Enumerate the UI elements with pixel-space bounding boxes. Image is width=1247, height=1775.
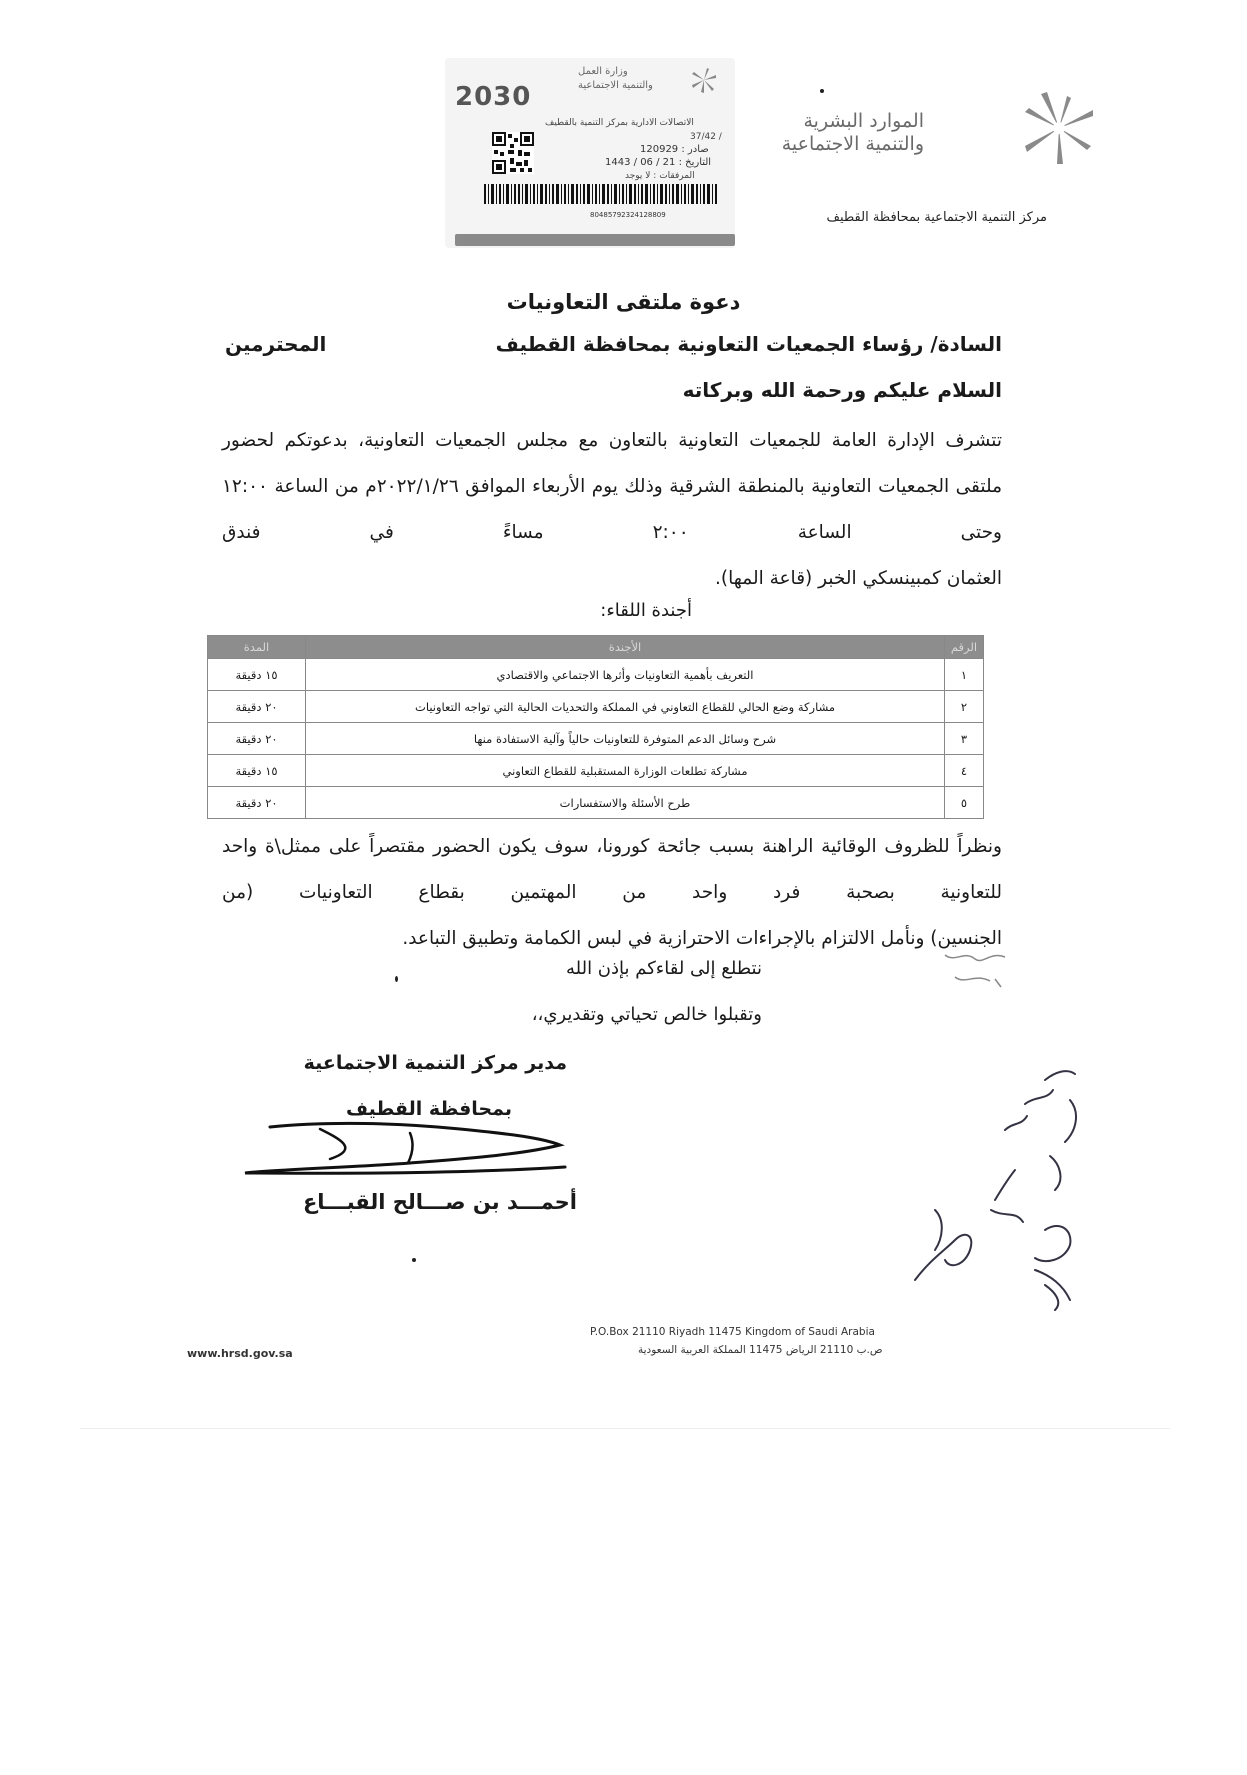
stamp-number-row	[640, 144, 709, 155]
col-item-header: الأجندة	[306, 636, 945, 659]
stamp-date-row	[605, 157, 711, 168]
row-duration: ١٥ دقيقة	[208, 755, 306, 787]
hrsd-logo	[1019, 88, 1099, 168]
qr-code-icon	[492, 132, 534, 174]
stamp-ministry-icon	[690, 66, 718, 94]
row-number: ٤	[945, 755, 984, 787]
addressee: السادة/ رؤساء الجمعيات التعاونية بمحافظة القطيف	[495, 332, 1002, 356]
stamp-footer-bar	[455, 234, 735, 246]
barcode-number: 80485792324128809	[590, 211, 666, 219]
stray-mark	[412, 1258, 416, 1262]
table-row	[208, 787, 984, 819]
postal-address-ar: ص.ب 21110 الرياض 11475 المملكة العربية السعودية	[638, 1344, 883, 1356]
table-row	[208, 755, 984, 787]
agenda-label: أجندة اللقاء:	[600, 600, 692, 621]
stamp-attachments: المرفقات : لا يوجد	[625, 171, 695, 181]
row-number: ٣	[945, 723, 984, 755]
agenda-table	[207, 635, 984, 819]
row-duration: ٢٠ دقيقة	[208, 787, 306, 819]
handwritten-referral-note	[895, 1060, 1095, 1320]
row-item: مشاركة تطلعات الوزارة المستقبلية للقطاع التعاوني	[306, 755, 945, 787]
website-link[interactable]: www.hrsd.gov.sa	[187, 1347, 293, 1360]
row-item: شرح وسائل الدعم المتوفرة للتعاونيات حالياً وآلية الاستفادة منها	[306, 723, 945, 755]
table-row	[208, 659, 984, 691]
postal-address-en: P.O.Box 21110 Riyadh 11475 Kingdom of Saudi Arabia	[590, 1326, 875, 1338]
footer-divider	[80, 1428, 1170, 1429]
covid-paragraph-end: الجنسين) ونأمل الالتزام بالإجراءات الاحترازية في لبس الكمامة وتطبيق التباعد.	[402, 928, 1002, 949]
table-row	[208, 691, 984, 723]
stamp-number: 120929	[640, 144, 679, 155]
vision-2030-logo: 2030	[455, 82, 532, 112]
stamp-date: 21 / 06 / 1443	[605, 157, 676, 168]
row-duration: ١٥ دقيقة	[208, 659, 306, 691]
col-number-header: الرقم	[945, 636, 984, 659]
greeting: السلام عليكم ورحمة الله وبركاته	[682, 378, 1002, 402]
row-item: مشاركة وضع الحالي للقطاع التعاوني في المملكة والتحديات الحالية التي تواجه التعاونيات	[306, 691, 945, 723]
row-number: ٢	[945, 691, 984, 723]
center-name: مركز التنمية الاجتماعية بمحافظة القطيف	[826, 210, 1047, 225]
handwritten-signature	[240, 1115, 570, 1185]
closing-line1: نتطلع إلى لقاءكم بإذن الله	[565, 958, 762, 979]
signer-name: أحمـــد بن صـــالح القبـــاع	[302, 1190, 577, 1214]
row-number: ٥	[945, 787, 984, 819]
row-duration: ٢٠ دقيقة	[208, 723, 306, 755]
invitation-paragraph: تتشرف الإدارة العامة للجمعيات التعاونية بالتعاون مع مجلس الجمعيات التعاونية، بدعوتكم لحضور ملتقى الجمعيات التعاونية بالمنطقة الشرقية وذلك يوم الأربعاء الموافق ٢٠٢٢/١/٢٦م من الساعة ١٢:٠٠ وحتى الساعة ٢:٠٠ مساءً في فندق	[222, 430, 1002, 543]
header-dot	[820, 89, 824, 93]
table-row	[208, 723, 984, 755]
stamp-number-label: صادر :	[681, 144, 709, 155]
closing-line2: وتقبلوا خالص تحياتي وتقديري،،	[531, 1004, 762, 1025]
stamp-code: / 37/42	[690, 132, 722, 142]
document-title: دعوة ملتقى التعاونيات	[506, 290, 741, 314]
stamp-office: الاتصالات الادارية بمركز التنمية بالقطيف	[545, 118, 694, 128]
signer-title-line2: بمحافظة القطيف	[346, 1098, 512, 1120]
covid-paragraph: ونظراً للظروف الوقائية الراهنة بسبب جائحة كورونا، سوف يكون الحضور مقتصراً على ممثل\ة واحد للتعاونية بصحبة فرد واحد من المهتمين بقطاع التعاونيات (من	[222, 836, 1002, 903]
stamp-date-label: التاريخ :	[678, 157, 712, 168]
org-name-line2: والتنمية الاجتماعية	[781, 133, 924, 155]
row-number: ١	[945, 659, 984, 691]
agenda-header-row	[208, 636, 984, 659]
col-duration-header: المدة	[208, 636, 306, 659]
row-duration: ٢٠ دقيقة	[208, 691, 306, 723]
org-name-line1: الموارد البشرية	[803, 110, 924, 132]
handwritten-initials	[935, 945, 1015, 995]
stray-mark	[395, 976, 398, 982]
barcode-icon	[484, 184, 719, 204]
signer-title-line1: مدير مركز التنمية الاجتماعية	[303, 1052, 567, 1074]
stamp-ministry-line1: وزارة العمل	[578, 66, 628, 77]
stamp-ministry-line2: والتنمية الاجتماعية	[578, 80, 653, 91]
row-item: التعريف بأهمية التعاونيات وأثرها الاجتماعي والاقتصادي	[306, 659, 945, 691]
invitation-paragraph-end: العثمان كمبينسكي الخبر (قاعة المها).	[714, 568, 1002, 589]
honorific: المحترمين	[225, 332, 327, 356]
row-item: طرح الأسئلة والاستفسارات	[306, 787, 945, 819]
